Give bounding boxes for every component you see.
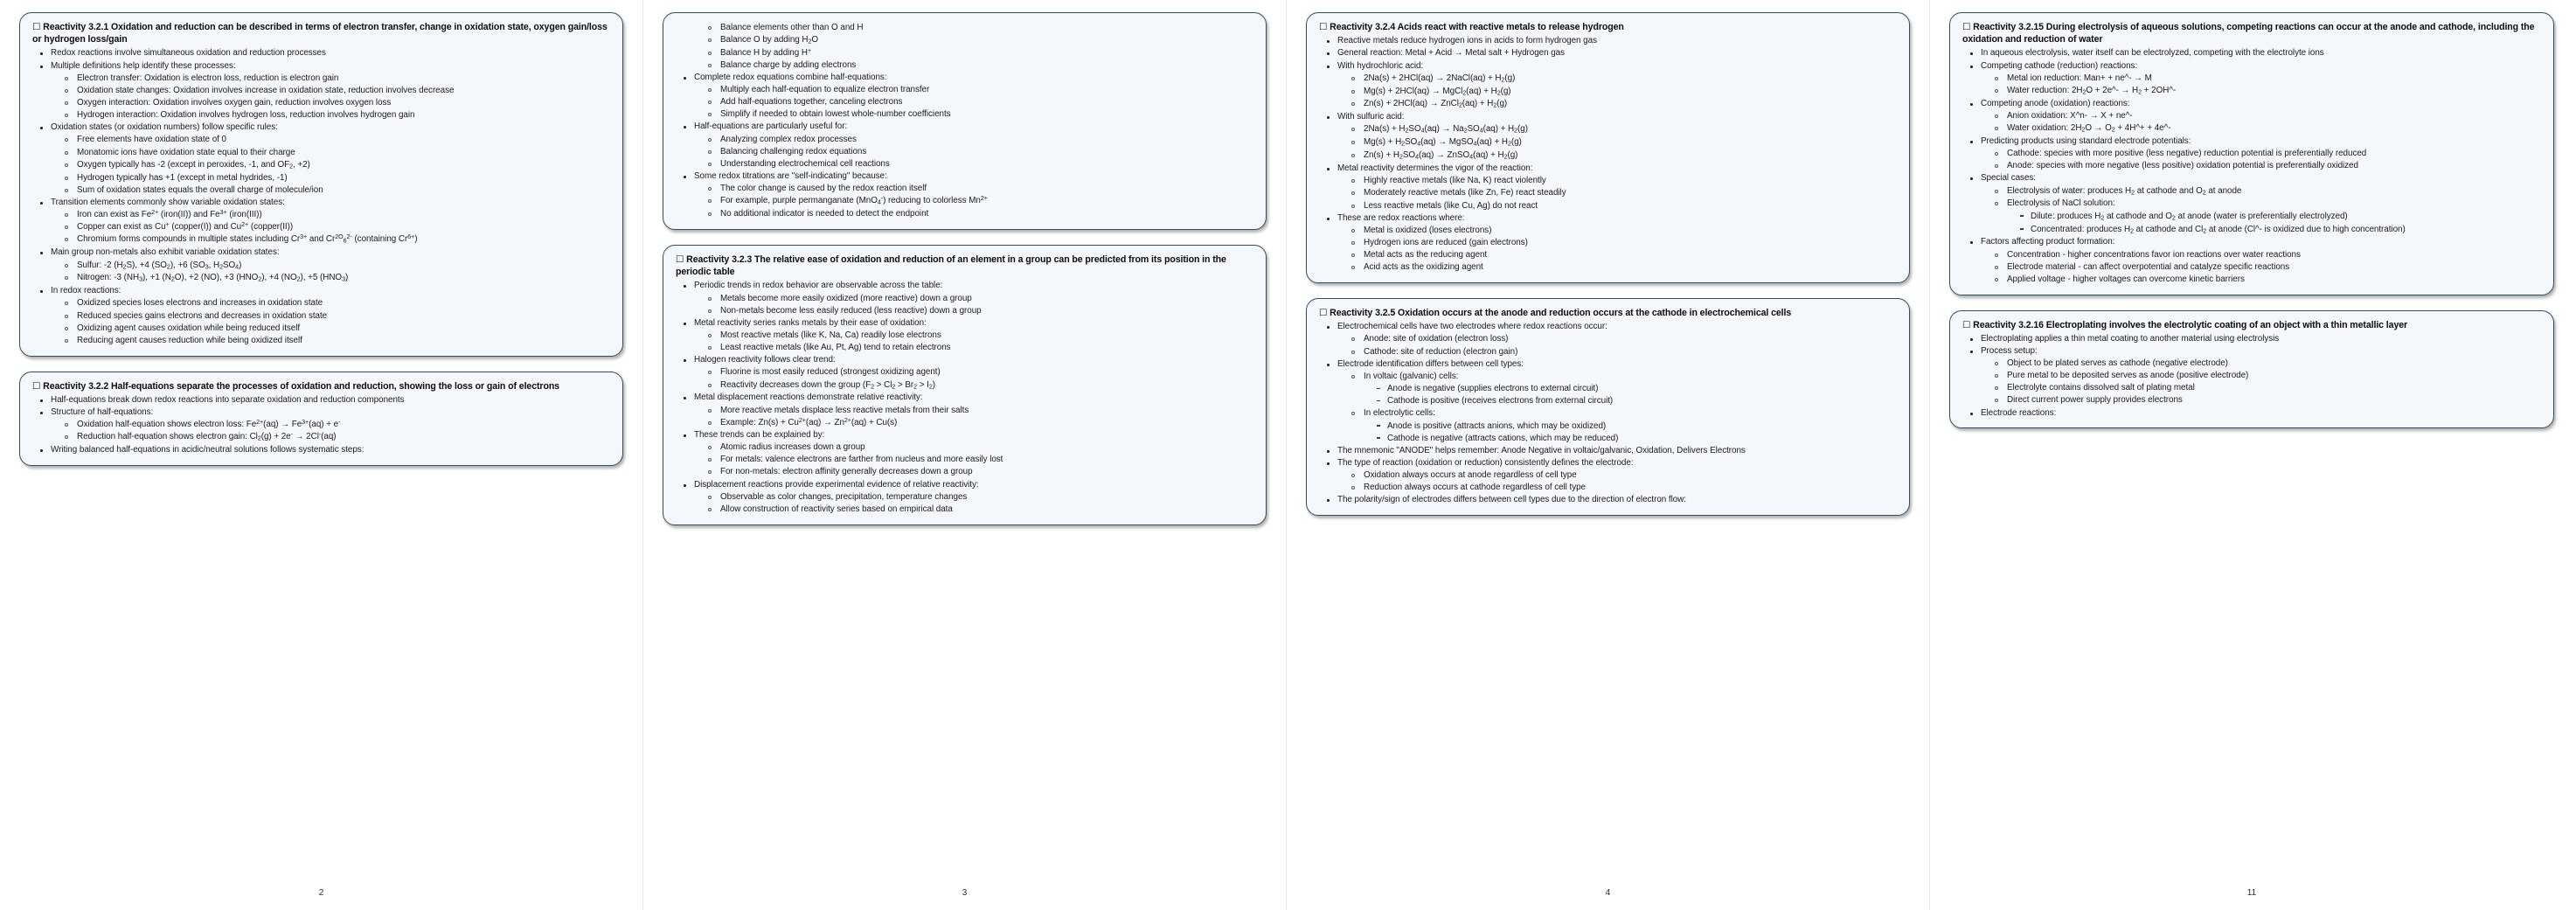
bullet-item: These are redox reactions where: — [1319, 212, 1897, 225]
bullet-item: Moderately reactive metals (like Zn, Fe) react steadily — [1319, 187, 1897, 199]
bullet-item: Oxidizing agent causes oxidation while being reduced itself — [32, 323, 610, 335]
bullet-item: Water oxidation: $2H_2O \to O_2$ + 4H^+ + 4e^- — [1962, 122, 2541, 135]
bullet-item: Writing balanced half-equations in acidic/neutral solutions follows systematic steps: — [32, 444, 610, 456]
bullet-item: Complete redox equations combine half-equations: — [676, 72, 1253, 84]
bullet-item: Anode is negative (supplies electrons to external circuit) — [1319, 383, 1897, 395]
bullet-item: Electrolysis of water: produces $H_2$ at cathode and $O_2$ at anode — [1962, 185, 2541, 198]
bullet-item: Iron can exist as $Fe^{2+}$ (iron(II)) and $Fe^{3+}$ (iron(III)) — [32, 209, 610, 221]
bullet-item: Less reactive metals (like Cu, Ag) do not react — [1319, 200, 1897, 212]
bullet-item: Atomic radius increases down a group — [676, 441, 1253, 454]
bullet-list — [676, 22, 1253, 220]
note-card — [1949, 310, 2554, 429]
bullet-item: Example: $Zn(s) + Cu^{2+}(aq) \to Zn^{2+}(aq) + Cu(s)$ — [676, 417, 1253, 429]
bullet-item: Allow construction of reactivity series based on empirical data — [676, 504, 1253, 516]
bullet-item: $Zn(s) + H_2SO_4(aq)$ → ZnSO$_4$(aq) + $H_2(g)$ — [1319, 149, 1897, 162]
bullet-item: Analyzing complex redox processes — [676, 134, 1253, 146]
bullet-item: Metal is oxidized (loses electrons) — [1319, 225, 1897, 237]
bullet-item: Pure metal to be deposited serves as anode (positive electrode) — [1962, 370, 2541, 382]
card-title — [32, 21, 610, 45]
bullet-item: Object to be plated serves as cathode (negative electrode) — [1962, 358, 2541, 370]
bullet-item: Zn(s) + 2HCl(aq) → ZnCl$_2$(aq) + $H_2(g)$ — [1319, 98, 1897, 110]
bullet-item: Electrochemical cells have two electrodes where redox reactions occur: — [1319, 321, 1897, 333]
bullet-item: For non-metals: electron affinity generally decreases down a group — [676, 466, 1253, 478]
note-card — [663, 12, 1267, 230]
bullet-item: In electrolytic cells: — [1319, 407, 1897, 420]
bullet-item: Reduction half-equation shows electron gain: $Cl_2(g) + 2e^- \to 2Cl^-(aq)$ — [32, 431, 610, 443]
page-11[interactable] — [1930, 0, 2573, 910]
bullet-item: Anode is positive (attracts anions, which may be oxidized) — [1319, 420, 1897, 433]
page-content — [1949, 12, 2554, 891]
page-3[interactable] — [643, 0, 1287, 910]
bullet-item: General reaction: Metal + Acid → Metal salt + Hydrogen gas — [1319, 47, 1897, 59]
bullet-item: Metal reactivity determines the vigor of the reaction: — [1319, 163, 1897, 175]
checkbox-icon: ☐ — [32, 380, 41, 392]
bullet-item: Oxidation always occurs at anode regardless of cell type — [1319, 469, 1897, 482]
bullet-item: Cathode is negative (attracts cations, which may be reduced) — [1319, 433, 1897, 445]
bullet-item: Free elements have oxidation state of 0 — [32, 134, 610, 146]
bullet-item: Hydrogen interaction: Oxidation involves hydrogen loss, reduction involves hydrogen gain — [32, 109, 610, 122]
bullet-item: Halogen reactivity follows clear trend: — [676, 354, 1253, 366]
bullet-item: Electrode material - can affect overpotential and catalyze specific reactions — [1962, 261, 2541, 274]
card-title-text: Reactivity 3.2.2 Half-equations separate the processes of oxidation and reduction, showing the loss or gain of electrons — [43, 380, 559, 392]
bullet-item: Oxidized species loses electrons and increases in oxidation state — [32, 297, 610, 309]
bullet-list — [32, 47, 610, 346]
page-content — [663, 12, 1267, 891]
bullet-item: Oxidation half-equation shows electron loss: $Fe^{2+}(aq) \to Fe^{3+}(aq) + e^-$ — [32, 419, 610, 431]
bullet-item: Balance H by adding H+ — [676, 47, 1253, 59]
bullet-item: More reactive metals displace less reactive metals from their salts — [676, 405, 1253, 417]
note-card — [663, 245, 1267, 525]
bullet-item: Electrode reactions: — [1962, 407, 2541, 420]
card-title-text: Reactivity 3.2.15 During electrolysis of aqueous solutions, competing reactions can occur at the anode and cathode, including the oxidation and reduction of water — [1962, 22, 2535, 45]
bullet-item: For metals: valence electrons are farther from nucleus and more easily lost — [676, 454, 1253, 466]
page-2[interactable] — [0, 0, 643, 910]
bullet-item: Process setup: — [1962, 345, 2541, 358]
card-title-text: Reactivity 3.2.5 Oxidation occurs at the anode and reduction occurs at the cathode in electrochemical cells — [1330, 308, 1792, 319]
bullet-item: Anode: species with more negative (less positive) oxidation potential is preferentially oxidized — [1962, 160, 2541, 172]
bullet-item: Sum of oxidation states equals the overall charge of molecule/ion — [32, 184, 610, 197]
bullet-item: Half-equations break down redox reactions into separate oxidation and reduction components — [32, 394, 610, 406]
page-4[interactable] — [1287, 0, 1930, 910]
bullet-item: Reactivity decreases down the group $(F_2 > Cl_2 > Br_2 > I_2)$ — [676, 379, 1253, 392]
card-title-text: Reactivity 3.2.1 Oxidation and reduction can be described in terms of electron transfer, change in oxidation state, oxygen gain/loss or hydrogen loss/gain — [32, 22, 608, 45]
bullet-item: Anode: site of oxidation (electron loss) — [1319, 333, 1897, 345]
bullet-item: Non-metals become less easily reduced (less reactive) down a group — [676, 305, 1253, 317]
bullet-item: With hydrochloric acid: — [1319, 60, 1897, 73]
bullet-item: Electrode identification differs between cell types: — [1319, 358, 1897, 371]
bullet-item: Competing anode (oxidation) reactions: — [1962, 98, 2541, 110]
checkbox-icon: ☐ — [1962, 22, 1971, 32]
bullet-list — [676, 280, 1253, 515]
bullet-item: Half-equations are particularly useful for: — [676, 121, 1253, 133]
bullet-item: Dilute: produces $H_2$ at cathode and $O_2$ at anode (water is preferentially electrolyzed) — [1962, 211, 2541, 223]
card-title — [32, 380, 610, 392]
note-card — [19, 12, 623, 357]
bullet-item: Chromium forms compounds in multiple states including $Cr^{3+}$ and $Cr^{2O}_6^{2-}$ (containing $Cr^{6+}$) — [32, 233, 610, 246]
bullet-item: Acid acts as the oxidizing agent — [1319, 261, 1897, 274]
card-title — [1319, 21, 1897, 33]
note-card — [1949, 12, 2554, 295]
checkbox-icon: ☐ — [676, 254, 684, 265]
bullet-item: Balance elements other than O and H — [676, 22, 1253, 34]
card-title — [1962, 319, 2541, 331]
page-content — [1306, 12, 1910, 891]
bullet-item: Electrolyte contains dissolved salt of plating metal — [1962, 382, 2541, 394]
bullet-item: Reduction always occurs at cathode regardless of cell type — [1319, 482, 1897, 494]
bullet-item: Concentration - higher concentrations favor ion reactions over water reactions — [1962, 249, 2541, 261]
bullet-item: Factors affecting product formation: — [1962, 236, 2541, 248]
checkbox-icon: ☐ — [1319, 308, 1328, 319]
bullet-item: Applied voltage - higher voltages can overcome kinetic barriers — [1962, 274, 2541, 286]
bullet-item: $Mg(s) + H_2SO_4(aq)$ → MgSO$_4$(aq) + $H_2(g)$ — [1319, 136, 1897, 149]
bullet-list — [1962, 47, 2541, 285]
bullet-item: Anion oxidation: X^n- → X + ne^- — [1962, 110, 2541, 122]
bullet-item: Multiply each half-equation to equalize electron transfer — [676, 84, 1253, 96]
bullet-item: Transition elements commonly show variable oxidation states: — [32, 197, 610, 209]
bullet-item: $2Na(s) + H_2SO_4(aq) \to Na_2SO_4(aq) + H_2(g)$ — [1319, 123, 1897, 135]
bullet-item: Oxidation states (or oxidation numbers) follow specific rules: — [32, 122, 610, 134]
note-card — [1306, 12, 1910, 283]
bullet-item: Cathode: species with more positive (less negative) reduction potential is preferentially reduced — [1962, 148, 2541, 160]
bullet-item: Hydrogen ions are reduced (gain electrons) — [1319, 237, 1897, 249]
bullet-item: Observable as color changes, precipitation, temperature changes — [676, 491, 1253, 504]
bullet-item: Main group non-metals also exhibit variable oxidation states: — [32, 247, 610, 259]
bullet-item: Hydrogen typically has +1 (except in metal hydrides, -1) — [32, 172, 610, 184]
bullet-item: Simplify if needed to obtain lowest whole-number coefficients — [676, 108, 1253, 121]
bullet-item: The color change is caused by the redox reaction itself — [676, 183, 1253, 195]
page-number: 2 — [318, 888, 324, 898]
bullet-item: Metal reactivity series ranks metals by their ease of oxidation: — [676, 317, 1253, 330]
bullet-item: Reactive metals reduce hydrogen ions in acids to form hydrogen gas — [1319, 35, 1897, 47]
bullet-item: Metal displacement reactions demonstrate relative reactivity: — [676, 392, 1253, 404]
bullet-item: Add half-equations together, canceling electrons — [676, 96, 1253, 108]
bullet-item: Highly reactive metals (like Na, K) react violently — [1319, 175, 1897, 187]
bullet-item: 2Na(s) + 2HCl(aq) → 2NaCl(aq) + $H_2(g)$ — [1319, 73, 1897, 85]
bullet-item: Balancing challenging redox equations — [676, 146, 1253, 158]
bullet-list — [32, 394, 610, 456]
bullet-item: No additional indicator is needed to detect the endpoint — [676, 208, 1253, 220]
bullet-item: Direct current power supply provides electrons — [1962, 394, 2541, 406]
page-content — [19, 12, 623, 891]
bullet-item: In redox reactions: — [32, 285, 610, 297]
bullet-item: Copper can exist as Cu+ (copper(I)) and $Cu^{2+}$ (copper(II)) — [32, 221, 610, 233]
bullet-item: Sulfur: -2 $(H_2S)$, +4 $(SO_2)$, +6 ($SO_3$, $H_2SO_4$) — [32, 260, 610, 272]
card-title-text: Reactivity 3.2.4 Acids react with reactive metals to release hydrogen — [1330, 22, 1624, 32]
checkbox-icon: ☐ — [32, 22, 41, 32]
bullet-item: Structure of half-equations: — [32, 406, 610, 419]
bullet-item: Monatomic ions have oxidation state equal to their charge — [32, 147, 610, 159]
bullet-item: Oxidation state changes: Oxidation involves increase in oxidation state, reduction involves decrease — [32, 85, 610, 97]
bullet-item: Some redox titrations are "self-indicating" because: — [676, 170, 1253, 183]
bullet-item: Metal acts as the reducing agent — [1319, 249, 1897, 261]
bullet-item: Electroplating applies a thin metal coating to another material using electrolysis — [1962, 333, 2541, 345]
bullet-item: Displacement reactions provide experimental evidence of relative reactivity: — [676, 479, 1253, 491]
page-number: 3 — [962, 888, 968, 898]
card-title — [676, 254, 1253, 278]
bullet-item: Balance O by adding $H_2O$ — [676, 34, 1253, 46]
card-title-text: Reactivity 3.2.16 Electroplating involves the electrolytic coating of an object with a thin metallic layer — [1973, 319, 2408, 330]
page-number: 11 — [2246, 888, 2257, 898]
bullet-item: These trends can be explained by: — [676, 429, 1253, 441]
bullet-item: Reducing agent causes reduction while being oxidized itself — [32, 335, 610, 347]
checkbox-icon: ☐ — [1319, 22, 1328, 32]
bullet-item: The mnemonic "ANODE" helps remember: Anode Negative in voltaic/galvanic, Oxidation, Delivers Electrons — [1319, 445, 1897, 457]
bullet-item: Predicting products using standard electrode potentials: — [1962, 135, 2541, 148]
bullet-list — [1962, 333, 2541, 420]
bullet-item: Electron transfer: Oxidation is electron loss, reduction is electron gain — [32, 73, 610, 85]
bullet-item: Multiple definitions help identify these processes: — [32, 60, 610, 73]
bullet-item: Oxygen interaction: Oxidation involves oxygen gain, reduction involves oxygen loss — [32, 97, 610, 109]
bullet-item: Understanding electrochemical cell reactions — [676, 158, 1253, 170]
card-title-text: Reactivity 3.2.3 The relative ease of oxidation and reduction of an element in a group can be predicted from its position in the periodic table — [676, 254, 1226, 278]
bullet-item: For example, purple permanganate (MnO$_4$-) reducing to colorless $Mn^{2+}$ — [676, 195, 1253, 207]
bullet-item: Mg(s) + 2HCl(aq) → MgCl$_2$(aq) + $H_2(g)$ — [1319, 86, 1897, 98]
note-card — [1306, 298, 1910, 516]
bullet-item: Most reactive metals (like K, Na, Ca) readily lose electrons — [676, 330, 1253, 342]
bullet-item: Competing cathode (reduction) reactions: — [1962, 60, 2541, 73]
bullet-item: The type of reaction (oxidation or reduction) consistently defines the electrode: — [1319, 457, 1897, 469]
bullet-item: Periodic trends in redox behavior are observable across the table: — [676, 280, 1253, 292]
bullet-item: Special cases: — [1962, 172, 2541, 184]
bullet-item: Concentrated: produces $H_2$ at cathode and $Cl_2$ at anode (Cl^- is oxidized due to high concentration) — [1962, 224, 2541, 236]
card-title — [1962, 21, 2541, 45]
bullet-item: In aqueous electrolysis, water itself can be electrolyzed, competing with the electrolyte ions — [1962, 47, 2541, 59]
bullet-item: Cathode is positive (receives electrons from external circuit) — [1319, 395, 1897, 407]
bullet-list — [1319, 35, 1897, 274]
bullet-item: Water reduction: $2H_2O$ + 2e^- → $H_2$ + 2OH^- — [1962, 85, 2541, 97]
note-card — [19, 372, 623, 466]
bullet-item: In voltaic (galvanic) cells: — [1319, 371, 1897, 383]
bullet-item: The polarity/sign of electrodes differs between cell types due to the direction of electron flow: — [1319, 494, 1897, 506]
bullet-item: Metal ion reduction: Man+ + ne^- → M — [1962, 73, 2541, 85]
bullet-item: Metals become more easily oxidized (more reactive) down a group — [676, 293, 1253, 305]
checkbox-icon: ☐ — [1962, 319, 1971, 330]
bullet-item: Redox reactions involve simultaneous oxidation and reduction processes — [32, 47, 610, 59]
bullet-item: Least reactive metals (like Au, Pt, Ag) tend to retain electrons — [676, 342, 1253, 354]
bullet-item: Nitrogen: -3 $(NH_3)$, +1 $(N_2O)$, +2 (NO), +3 $(HNO_2)$, +4 $(NO_2)$, +5 $(HNO_3)$ — [32, 272, 610, 284]
page-number: 4 — [1605, 888, 1611, 898]
bullet-item: Cathode: site of reduction (electron gain) — [1319, 346, 1897, 358]
bullet-item: Balance charge by adding electrons — [676, 59, 1253, 72]
card-title — [1319, 307, 1897, 319]
bullet-item: Oxygen typically has -2 (except in peroxides, -1, and $OF_2$, +2) — [32, 159, 610, 171]
bullet-item: Reduced species gains electrons and decreases in oxidation state — [32, 310, 610, 323]
bullet-item: Electrolysis of NaCl solution: — [1962, 198, 2541, 210]
bullet-item: Fluorine is most easily reduced (strongest oxidizing agent) — [676, 366, 1253, 379]
bullet-item: With sulfuric acid: — [1319, 111, 1897, 123]
bullet-list — [1319, 321, 1897, 506]
